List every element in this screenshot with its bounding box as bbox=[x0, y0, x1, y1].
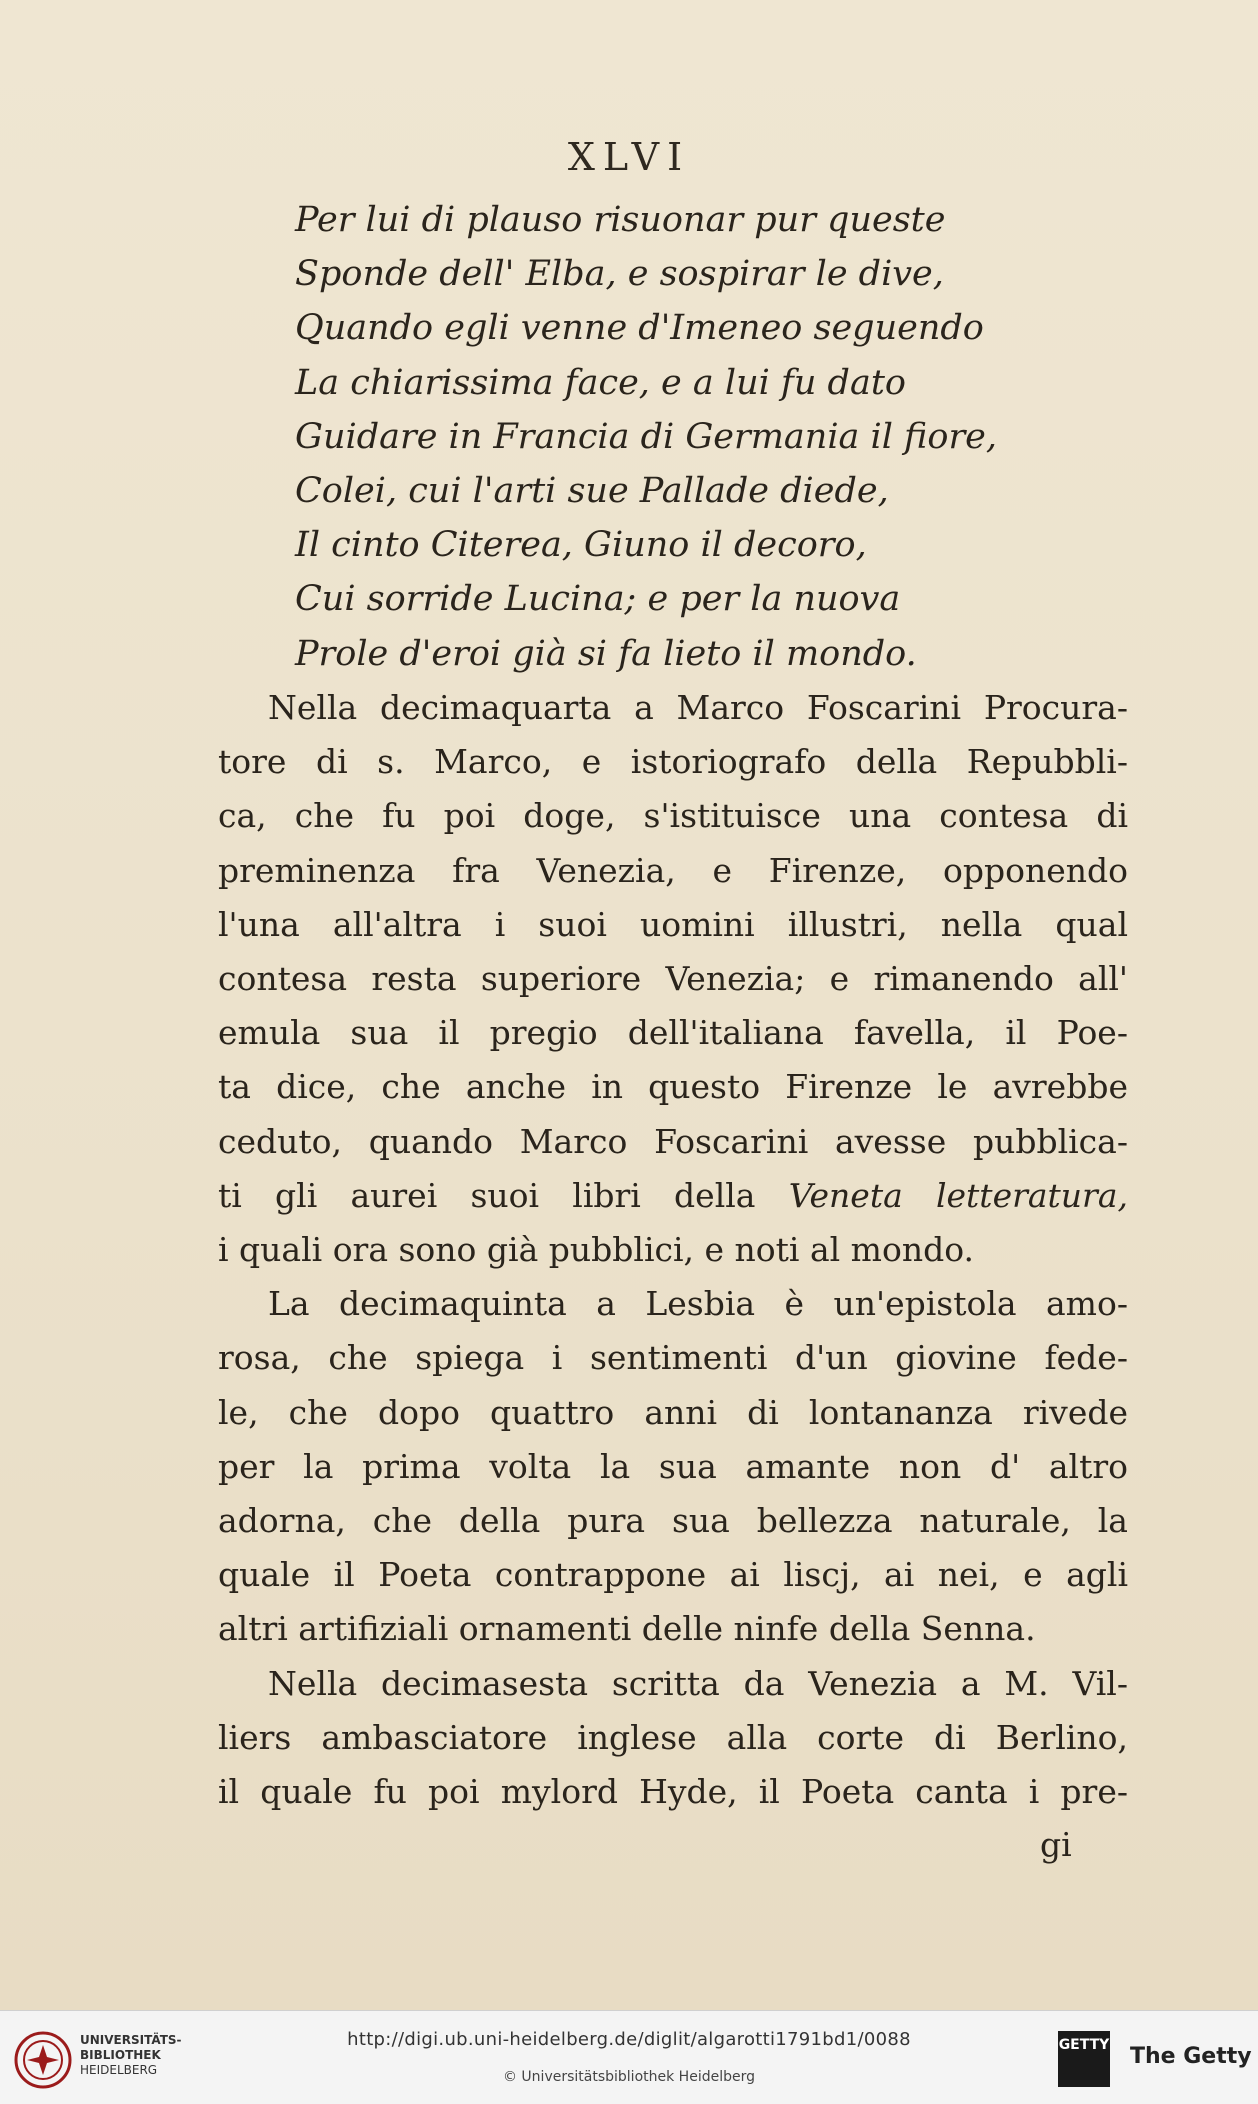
prose-line: La decimaquinta a Lesbia è un'epistola amo- bbox=[268, 1284, 1128, 1324]
prose-line-with-title bbox=[218, 1169, 1128, 1223]
library-name-line: HEIDELBERG bbox=[80, 2063, 158, 2077]
book-title: Veneta letteratura, bbox=[788, 1175, 1128, 1215]
verse-line: Il cinto Citerea, Giuno il decoro, bbox=[295, 525, 867, 566]
prose-line: per la prima volta la sua amante non d' altro bbox=[218, 1446, 1128, 1486]
prose-line: adorna, che della pura sua bellezza naturale, la bbox=[218, 1501, 1128, 1541]
prose-block bbox=[218, 681, 1128, 1819]
prose-line: i quali ora sono già pubblici, e noti al mondo. bbox=[218, 1230, 974, 1270]
verse-line: Colei, cui l'arti sue Pallade diede, bbox=[295, 471, 889, 512]
prose-line: tore di s. Marco, e istoriografo della Repubbli- bbox=[218, 742, 1128, 782]
permalink-url[interactable]: http://digi.ub.uni-heidelberg.de/diglit/algarotti1791bd1/0088 bbox=[347, 2029, 911, 2050]
verse-line: Per lui di plauso risuonar pur queste bbox=[295, 200, 946, 240]
prose-line: ta dice, che anche in questo Firenze le avrebbe bbox=[218, 1067, 1128, 1107]
getty-logo-icon: GETTY bbox=[1058, 2031, 1110, 2087]
prose-line: preminenza fra Venezia, e Firenze, opponendo bbox=[218, 850, 1128, 890]
prose-line: ceduto, quando Marco Foscarini avesse pubblica- bbox=[218, 1121, 1128, 1161]
prose-line: rosa, che spiega i sentimenti d'un giovine fede- bbox=[218, 1338, 1128, 1378]
prose-line: l'una all'altra i suoi uomini illustri, nella qual bbox=[218, 904, 1128, 944]
prose-line: emula sua il pregio dell'italiana favella, il Poe- bbox=[218, 1013, 1128, 1053]
library-name-line: BIBLIOTHEK bbox=[80, 2048, 161, 2062]
verse-line: La chiarissima face, e a lui fu dato bbox=[295, 362, 906, 403]
verse-line: Prole d'eroi già si fa lieto il mondo. bbox=[295, 633, 917, 674]
prose-line: le, che dopo quattro anni di lontananza rivede bbox=[218, 1392, 1128, 1432]
prose-line: quale il Poeta contrappone ai liscj, ai nei, e agli bbox=[218, 1555, 1128, 1595]
prose-line: il quale fu poi mylord Hyde, il Poeta canta i pre- bbox=[218, 1772, 1128, 1812]
verse-line: Sponde dell' Elba, e sospirar le dive, bbox=[295, 254, 944, 295]
prose-line: ca, che fu poi doge, s'istituisce una contesa di bbox=[218, 796, 1128, 836]
prose-line: Nella decimasesta scritta da Venezia a M. Vil- bbox=[268, 1663, 1128, 1703]
verse-line: Quando egli venne d'Imeneo seguendo bbox=[295, 308, 984, 349]
prose-line: liers ambasciatore inglese alla corte di Berlino, bbox=[218, 1717, 1128, 1757]
prose-line: contesa resta superiore Venezia; e rimanendo all' bbox=[218, 959, 1128, 999]
library-name-line: UNIVERSITÄTS- bbox=[80, 2033, 182, 2047]
prose-line: Nella decimaquarta a Marco Foscarini Procura- bbox=[268, 688, 1128, 727]
verse-block bbox=[295, 193, 1155, 681]
verse-line: Guidare in Francia di Germania il fiore, bbox=[295, 416, 998, 457]
catchword: gi bbox=[1040, 1825, 1072, 1864]
verse-line: Cui sorride Lucina; e per la nuova bbox=[295, 579, 901, 620]
prose-line: altri artifiziali ornamenti delle ninfe della Senna. bbox=[218, 1609, 1036, 1649]
getty-name: The Getty bbox=[1130, 2044, 1252, 2069]
copyright-notice: © Universitätsbibliothek Heidelberg bbox=[502, 2069, 755, 2085]
viewer-footer bbox=[0, 2010, 1258, 2104]
page-number: XLVI bbox=[567, 135, 691, 179]
prose-text: ti gli aurei suoi libri della bbox=[218, 1175, 756, 1215]
